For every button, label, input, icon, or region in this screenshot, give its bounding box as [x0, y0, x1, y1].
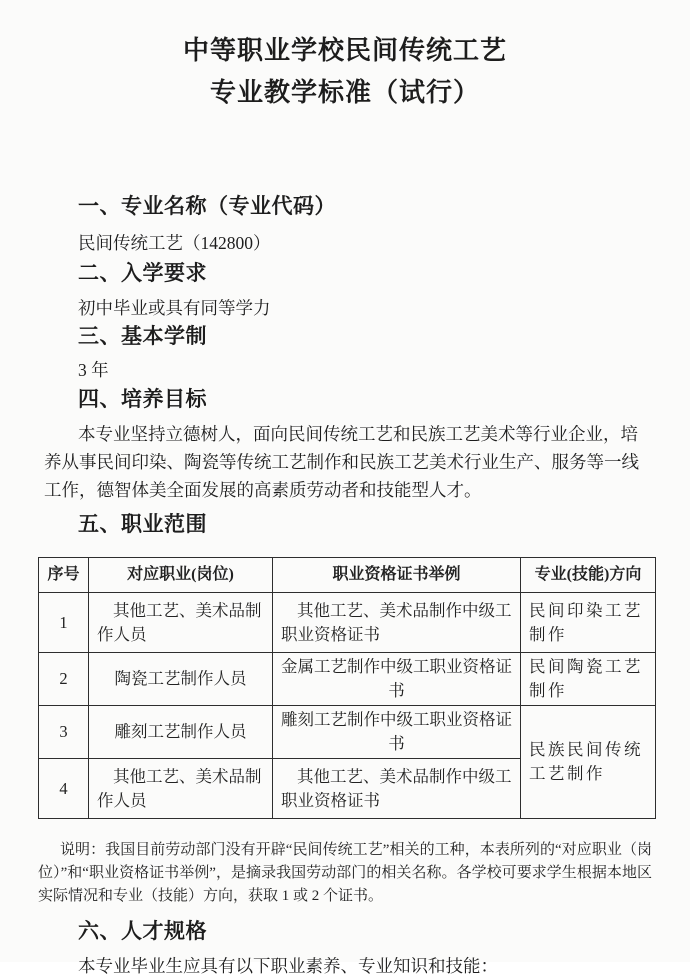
table-note: 说明：我国目前劳动部门没有开辟“民间传统工艺”相关的工种，本表所列的“对应职业（岗位）”和“职业资格证书举例”，是摘录我国劳动部门的相关名称。各学校可要求学生根据本地区实际情况和专业（技能）方向，获取 1 或 2 个证书。: [38, 842, 652, 905]
cell-direction: 民间陶瓷工艺制作: [521, 653, 656, 706]
section-heading-major-name: 一、专业名称（专业代码）: [78, 194, 336, 218]
cell-certificate: 其他工艺、美术品制作中级工职业资格证书: [273, 759, 521, 819]
document-title: [0, 30, 690, 114]
section-heading-occupation-scope: 五、职业范围: [78, 512, 207, 536]
cell-no: 3: [39, 706, 89, 759]
cell-no: 4: [39, 759, 89, 819]
cell-occupation: 其他工艺、美术品制作人员: [89, 593, 273, 653]
occupations-table: [38, 557, 656, 819]
cell-occupation: 雕刻工艺制作人员: [89, 706, 273, 759]
cell-no: 1: [39, 593, 89, 653]
section-heading-schooling-length: 三、基本学制: [78, 324, 207, 348]
table-row: [39, 653, 656, 706]
cell-occupation: 陶瓷工艺制作人员: [89, 653, 273, 706]
title-line-2: 专业教学标准（试行）: [209, 78, 480, 108]
section-heading-entry-requirement: 二、入学要求: [78, 261, 207, 285]
cell-occupation: 其他工艺、美术品制作人员: [89, 759, 273, 819]
table-header-occupation: 对应职业(岗位): [89, 558, 273, 593]
cell-certificate: 金属工艺制作中级工职业资格证书: [273, 653, 521, 706]
cell-direction-merged: 民族民间传统工艺制作: [521, 706, 656, 819]
cell-no: 2: [39, 653, 89, 706]
section-heading-talent-specification: 六、人才规格: [78, 918, 207, 943]
paragraph-training-objective: 本专业坚持立德树人，面向民间传统工艺和民族工艺美术等行业企业，培养从事民间印染、陶瓷等传统工艺制作和民族工艺美术行业生产、服务等一线工作，德智体美全面发展的高素质劳动者和技能型人才。: [44, 424, 639, 500]
table-header-certificate: 职业资格证书举例: [273, 558, 521, 593]
table-header-no: 序号: [39, 558, 89, 593]
title-line-1: 中等职业学校民间传统工艺: [182, 36, 507, 66]
paragraph-entry-requirement: 初中毕业或具有同等学力: [78, 298, 271, 318]
table-header-direction: 专业(技能)方向: [521, 558, 656, 593]
table-row: [39, 593, 656, 653]
paragraph-talent-specification: 本专业毕业生应具有以下职业素养、专业知识和技能：: [78, 955, 498, 976]
cell-direction: 民间印染工艺制作: [521, 593, 656, 653]
cell-certificate: 其他工艺、美术品制作中级工职业资格证书: [273, 593, 521, 653]
paragraph-major-name-code: 民间传统工艺（142800）: [78, 233, 271, 253]
section-heading-training-objective: 四、培养目标: [78, 387, 207, 411]
paragraph-schooling-length: 3 年: [78, 360, 109, 380]
table-header-row: [39, 558, 656, 593]
table-row: [39, 706, 656, 759]
cell-certificate: 雕刻工艺制作中级工职业资格证书: [273, 706, 521, 759]
